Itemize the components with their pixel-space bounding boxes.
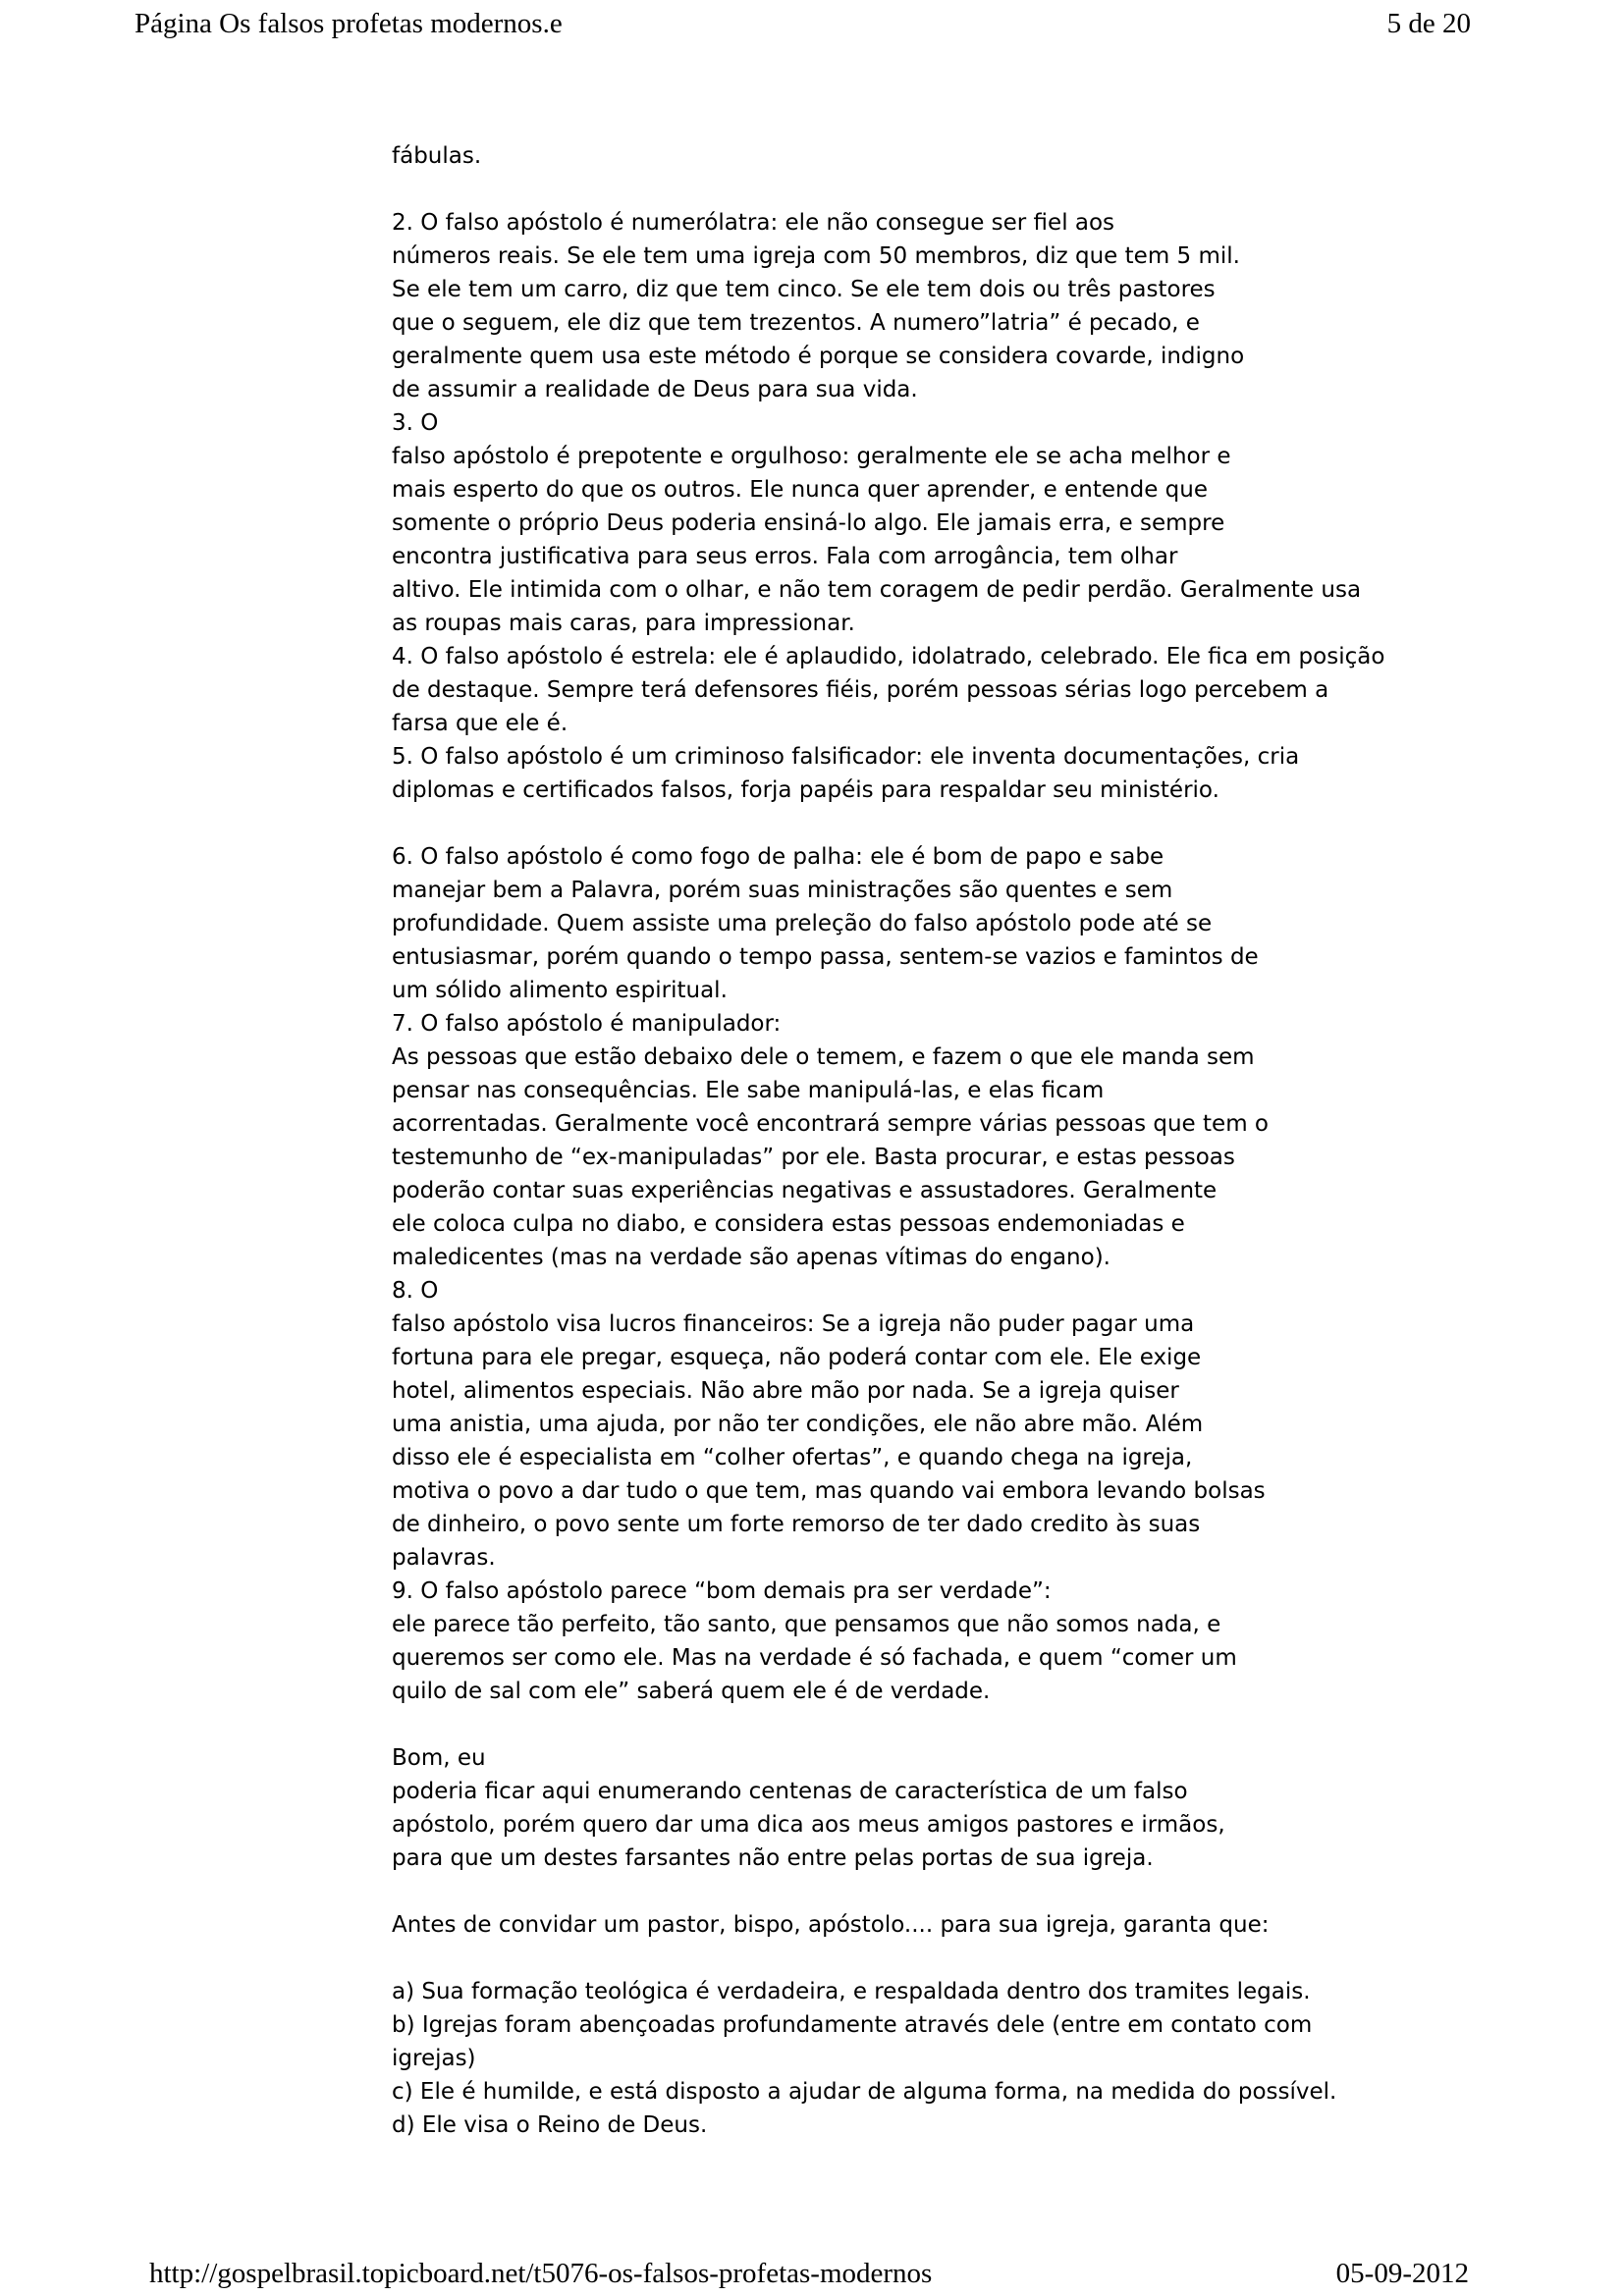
text-line: pensar nas consequências. Ele sabe manipulá-las, e elas ficam [392,1078,1105,1103]
text-line: números reais. Se ele tem uma igreja com 50 membros, diz que tem 5 mil. [392,243,1240,269]
text-line: 5. O falso apóstolo é um criminoso falsificador: ele inventa documentações, cria [392,744,1300,770]
text-line [392,807,1521,840]
page-footer [149,2256,1469,2291]
text-line: mais esperto do que os outros. Ele nunca quer aprender, e entende que [392,477,1208,503]
text-line: de assumir a realidade de Deus para sua vida. [392,377,918,402]
document-body [392,139,1521,2142]
text-line: apóstolo, porém quero dar uma dica aos meus amigos pastores e irmãos, [392,1812,1225,1838]
text-line: d) Ele visa o Reino de Deus. [392,2112,708,2138]
text-line [392,1942,1521,1975]
text-line: disso ele é especialista em “colher ofertas”, e quando chega na igreja, [392,1445,1193,1470]
text-line: altivo. Ele intimida com o olhar, e não tem coragem de pedir perdão. Geralmente usa [392,577,1362,603]
text-line: falso apóstolo é prepotente e orgulhoso: geralmente ele se acha melhor e [392,444,1231,469]
text-line: de destaque. Sempre terá defensores fiéis, porém pessoas sérias logo percebem a [392,677,1329,703]
text-line: 9. O falso apóstolo parece “bom demais pra ser verdade”: [392,1578,1052,1604]
text-line: b) Igrejas foram abençoadas profundamente através dele (entre em contato com [392,2012,1313,2038]
text-line: profundidade. Quem assiste uma preleção do falso apóstolo pode até se [392,911,1213,936]
text-line: Antes de convidar um pastor, bispo, apóstolo.... para sua igreja, garanta que: [392,1912,1270,1938]
text-line [392,173,1521,206]
text-line: de dinheiro, o povo sente um forte remorso de ter dado credito às suas [392,1512,1201,1537]
text-line: fortuna para ele pregar, esqueça, não poderá contar com ele. Ele exige [392,1345,1202,1370]
text-line: 2. O falso apóstolo é numerólatra: ele não consegue ser fiel aos [392,210,1115,236]
text-line: testemunho de “ex-manipuladas” por ele. Basta procurar, e estas pessoas [392,1145,1235,1170]
text-line: quilo de sal com ele” saberá quem ele é de verdade. [392,1679,991,1704]
text-line: igrejas) [392,2046,476,2071]
text-line: 4. O falso apóstolo é estrela: ele é aplaudido, idolatrado, celebrado. Ele fica em posição [392,644,1385,669]
text-line: diplomas e certificados falsos, forja papéis para respaldar seu ministério. [392,777,1219,803]
text-line: motiva o povo a dar tudo o que tem, mas quando vai embora levando bolsas [392,1478,1266,1504]
text-line: poderia ficar aqui enumerando centenas de característica de um falso [392,1779,1188,1804]
text-line: a) Sua formação teológica é verdadeira, e respaldada dentro dos tramites legais. [392,1979,1311,2004]
header-title: Página Os falsos profetas modernos.e [135,8,563,39]
text-line: acorrentadas. Geralmente você encontrará sempre várias pessoas que tem o [392,1111,1269,1137]
text-line: ele parece tão perfeito, tão santo, que pensamos que não somos nada, e [392,1612,1221,1637]
footer-date: 05-09-2012 [1335,2258,1469,2289]
text-line: 8. O [392,1278,439,1304]
text-line: 7. O falso apóstolo é manipulador: [392,1011,782,1037]
text-line: poderão contar suas experiências negativas e assustadores. Geralmente [392,1178,1218,1203]
text-line: ele coloca culpa no diabo, e considera estas pessoas endemoniadas e [392,1211,1185,1237]
text-line: fábulas. [392,143,482,169]
text-line: entusiasmar, porém quando o tempo passa, sentem-se vazios e famintos de [392,944,1259,970]
text-line: somente o próprio Deus poderia ensiná-lo algo. Ele jamais erra, e sempre [392,510,1225,536]
text-line: Bom, eu [392,1745,486,1771]
text-line: encontra justificativa para seus erros. Fala com arrogância, tem olhar [392,544,1178,569]
text-line: 6. O falso apóstolo é como fogo de palha: ele é bom de papo e sabe [392,844,1164,870]
page-header [135,6,1471,41]
text-line: uma anistia, uma ajuda, por não ter condições, ele não abre mão. Além [392,1412,1204,1437]
text-line: um sólido alimento espiritual. [392,978,728,1003]
text-line: as roupas mais caras, para impressionar. [392,611,855,636]
text-line: maledicentes (mas na verdade são apenas vítimas do engano). [392,1245,1110,1270]
text-line: 3. O [392,410,439,436]
text-line: falso apóstolo visa lucros financeiros: Se a igreja não puder pagar uma [392,1311,1195,1337]
text-line: para que um destes farsantes não entre pelas portas de sua igreja. [392,1845,1154,1871]
text-line: hotel, alimentos especiais. Não abre mão por nada. Se a igreja quiser [392,1378,1179,1404]
footer-url: http://gospelbrasil.topicboard.net/t5076-os-falsos-profetas-modernos [149,2258,933,2289]
page-number: 5 de 20 [1386,8,1471,39]
text-line: farsa que ele é. [392,711,568,736]
text-line: queremos ser como ele. Mas na verdade é só fachada, e quem “comer um [392,1645,1237,1671]
text-line: geralmente quem usa este método é porque se considera covarde, indigno [392,344,1245,369]
text-line: que o seguem, ele diz que tem trezentos. A numero”latria” é pecado, e [392,310,1200,336]
text-line [392,1708,1521,1741]
text-line [392,1875,1521,1908]
text-line: As pessoas que estão debaixo dele o temem, e fazem o que ele manda sem [392,1044,1255,1070]
text-line: Se ele tem um carro, diz que tem cinco. Se ele tem dois ou três pastores [392,277,1216,302]
text-line: palavras. [392,1545,496,1571]
text-line: manejar bem a Palavra, porém suas ministrações são quentes e sem [392,878,1173,903]
text-line: c) Ele é humilde, e está disposto a ajudar de alguma forma, na medida do possível. [392,2079,1337,2105]
